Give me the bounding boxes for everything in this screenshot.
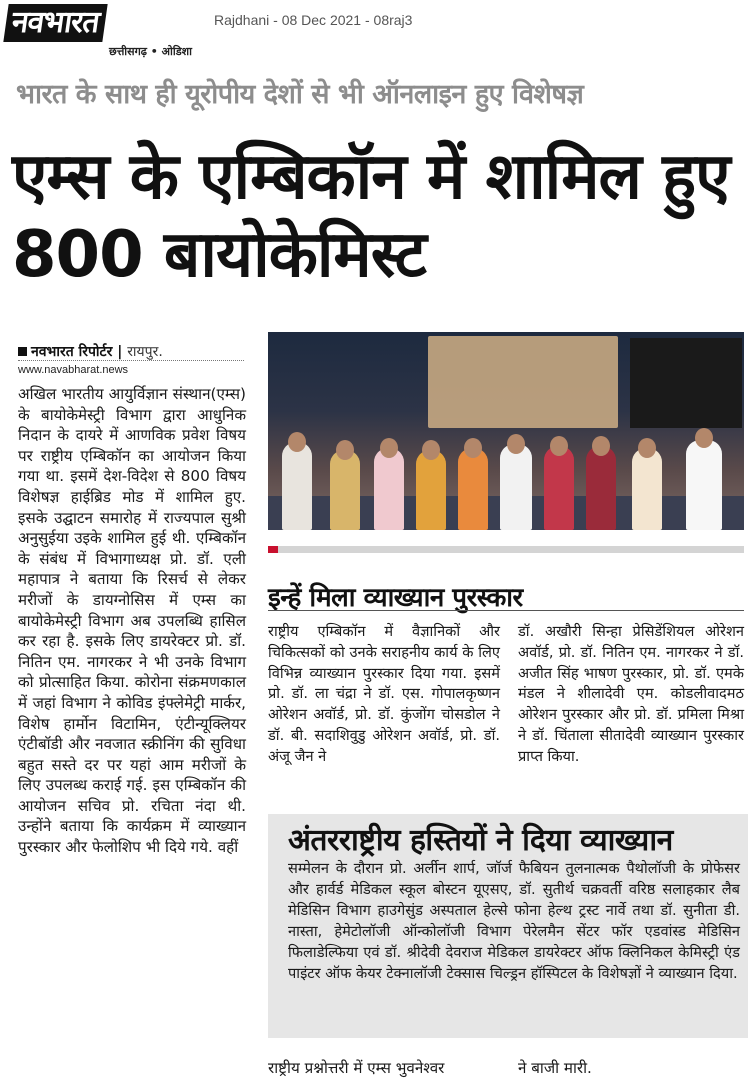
footer-text-column-1: राष्ट्रीय प्रश्नोत्तरी में एम्स भुवनेश्वर xyxy=(268,1059,445,1077)
person-head xyxy=(422,440,440,460)
person-figure xyxy=(416,450,446,530)
person-head xyxy=(592,436,610,456)
lectures-text: सम्मेलन के दौरान प्रो. अर्लीन शार्प, जॉर्ज फैबियन तुलनात्मक पैथोलॉजी के प्रोफेसर और हार्वर्ड मेडिकल स्कूल बोस्टन यूएसए, डॉ. सुतीर्थ चक्रवर्ती वरिष्ठ सलाहकार लैब मेडिसिन विभाग हाउगेसुंड अस्पताल हेल्से फोना हेल्थ ट्रस्ट नार्वे तथा डॉ. सुनीता डी. नास्ता, हेमेटोलॉजी ऑन्कोलॉजी विभाग पेरेलमैन सेंटर फॉर एडवांस्ड मेडिसिन फिलाडेल्फिया एवं डॉ. श्रीदेवी देवराज मेडिकल डायरेक्टर ऑफ क्लिनिकल केमिस्ट्री एंड पाइंटर ऑफ केयर टेक्नालॉजी टेक्सास चिल्ड्रन हॉस्पिटल के विशेषज्ञों ने व्याख्यान दिया. xyxy=(288,860,740,982)
person-head xyxy=(336,440,354,460)
person-figure xyxy=(374,448,404,530)
person-head xyxy=(464,438,482,458)
awards-heading-rule xyxy=(268,610,744,611)
byline-city: रायपुर. xyxy=(127,344,163,360)
byline-divider xyxy=(18,360,244,361)
person-figure xyxy=(282,442,312,530)
byline-reporter: नवभारत रिपोर्टर xyxy=(31,344,113,360)
logo-subtitle: छत्तीसगढ़ • ओडिशा xyxy=(109,45,192,58)
awards-text-column-2: डॉ. अखौरी सिन्हा प्रेसिडेंशियल ओरेशन अवॉर्ड, प्रो. डॉ. नितिन एम. नागरकर ने डॉ. अजीत सिंह भाषण पुरस्कार, प्रो. डॉ. एमके मंडल ने शीलादेवी एम. कोडलीवादमठ ओरेशन पुरस्कार और प्रो. डॉ. प्रमिला मिश्रा ने डॉ. चिंताला सीतादेवी व्याख्यान पुरस्कार प्राप्त किया. xyxy=(518,623,744,765)
square-bullet-icon xyxy=(18,347,27,356)
person-head xyxy=(638,438,656,458)
article-kicker: भारत के साथ ही यूरोपीय देशों से भी ऑनलाइन हुए विशेषज्ञ xyxy=(16,79,584,110)
article-body xyxy=(18,384,246,858)
person-figure xyxy=(500,444,532,530)
person-figure xyxy=(458,448,488,530)
article-body-text: अखिल भारतीय आयुर्विज्ञान संस्थान(एम्स) के बायोकेमेस्ट्री विभाग द्वारा आधुनिक निदान के दायरे में आणविक प्रवेश विषय पर राष्ट्रीय एम्बिकॉन का आयोजन किया गया था. इसमें देश-विदेश से 800 विषय विशेषज्ञ हाईब्रिड मोड में शामिल हुए. इसके उद्घाटन समारोह में राज्यपाल सुश्री अनुसुईया उइके शामिल हुई थी. एम्बिकॉन के संबंध में विभागाध्यक्ष प्रो. डॉ. एली महापात्र ने बताया कि रिसर्च से लेकर मरीजों के डायग्नोसिस में एम्स का बायोकेमेस्ट्री विभाग अब उपलब्धि हासिल कर रहा है. इसके लिए डायरेक्टर प्रो. डॉ. नितिन एम. नागरकर ने भी उनके विभाग को प्रोत्साहित किया. कोरोना संक्रमणकाल में जहां विभाग ने कोविड इंफ्लेमेट्री मार्कर, विशेष हार्मोन विटामिन, एंटीन्यूक्लियर एंटीबॉडी और नवजात स्क्रीनिंग की सुविधा बहुत सस्ते दर पर यहां आम मरीजों के लिए उपलब्ध कराई गई. इस एम्बिकॉन की आयोजन सचिव प्रो. रचिता नंदा थी. उन्होंने बताया कि कार्यक्रम में व्याख्यान पुरस्कार और फेलोशिप भी दिये गये. वहीं xyxy=(18,385,246,857)
stage-backdrop xyxy=(630,338,742,428)
person-head xyxy=(288,432,306,452)
section-divider-bar xyxy=(268,546,744,553)
newspaper-logo: नवभारत xyxy=(3,4,107,42)
person-head xyxy=(695,428,713,448)
footer-text-column-2: ने बाजी मारी. xyxy=(518,1059,592,1077)
person-head xyxy=(550,436,568,456)
person-head xyxy=(380,438,398,458)
person-figure xyxy=(330,450,360,530)
awards-heading: इन्हें मिला व्याख्यान पुरस्कार xyxy=(268,583,523,613)
award-ceremony-photo xyxy=(268,332,744,530)
edition-line: Rajdhani - 08 Dec 2021 - 08raj3 xyxy=(214,12,413,28)
byline: नवभारत रिपोर्टर | रायपुर. xyxy=(18,342,163,361)
person-head xyxy=(507,434,525,454)
awards-text-column-1: राष्ट्रीय एम्बिकॉन में वैज्ञानिकों और चिकित्सकों को उनके सराहनीय कार्य के लिए विभिन्न व्याख्यान पुरस्कार दिया गया. इसमें प्रो. डॉ. ला चंद्रा ने डॉ. एस. गोपालकृष्णन ओरेशन अवॉर्ड, प्रो. डॉ. कुंजोंग चोसडोल ने डॉ. बी. सदाशिवुडु ओरेशन अवॉर्ड, प्रो. डॉ. अंजू जैन ने xyxy=(268,623,500,765)
newspaper-masthead xyxy=(6,4,198,62)
person-figure xyxy=(632,448,662,530)
byline-website: www.navabharat.news xyxy=(18,364,129,376)
article-headline: एम्स के एम्बिकॉन में शामिल हुए 800 बायोकेमिस्ट xyxy=(12,140,730,292)
person-figure xyxy=(686,440,722,530)
lectures-heading: अंतरराष्ट्रीय हस्तियों ने दिया व्याख्यान xyxy=(288,823,673,858)
person-figure xyxy=(586,446,616,530)
person-figure xyxy=(544,446,574,530)
stage-screen xyxy=(428,336,618,428)
